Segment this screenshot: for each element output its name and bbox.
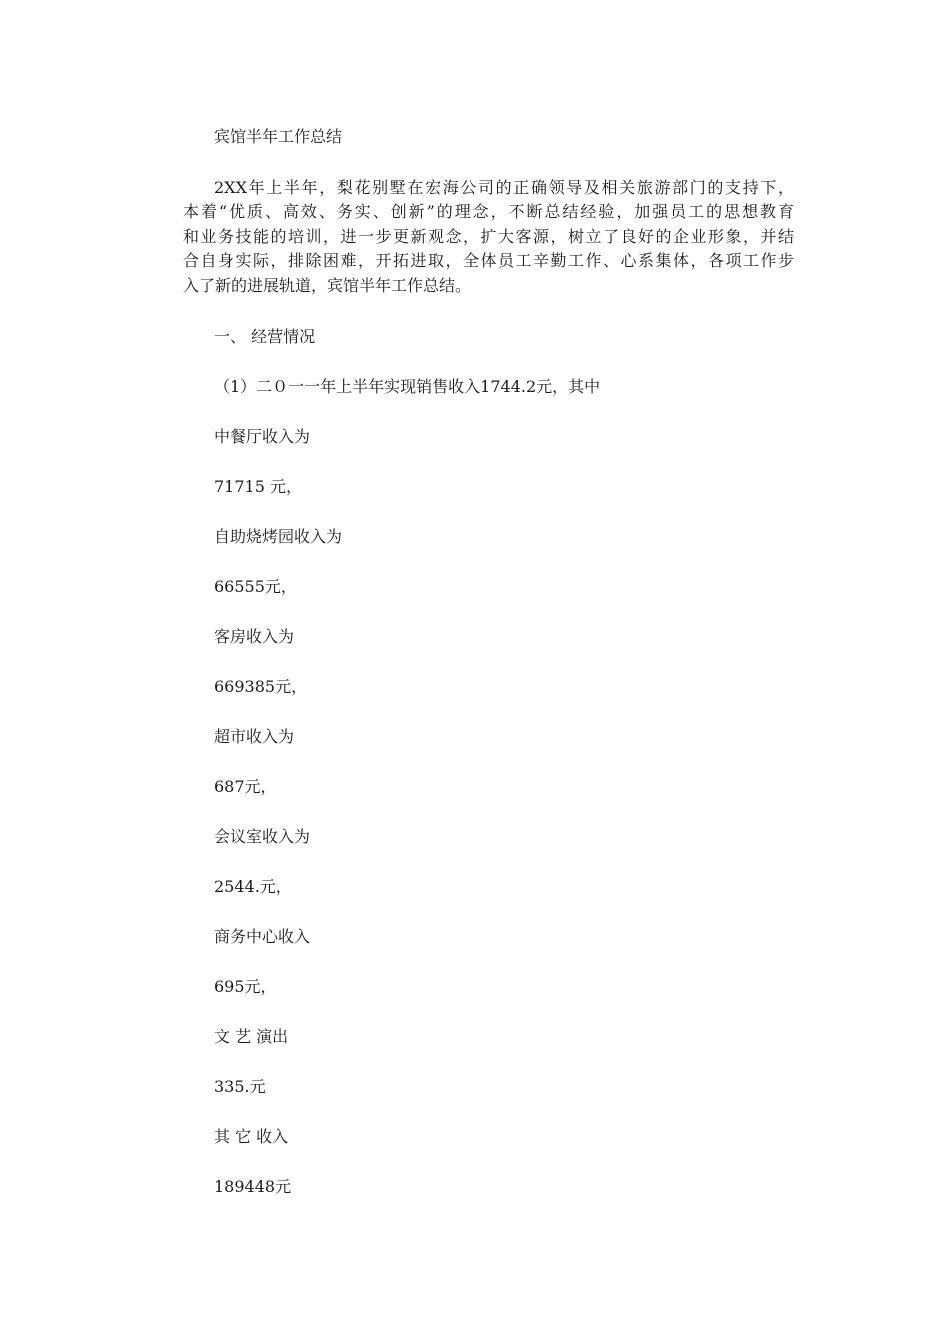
revenue-item: 其 它 收入 xyxy=(214,1127,289,1146)
revenue-item: 66555元， xyxy=(214,577,297,596)
intro-line: 本着“优质、高效、务实、创新”的理念，不断总结经验，加强员工的思想教育 xyxy=(183,202,794,222)
intro-line: 和业务技能的培训，进一步更新观念，扩大客源，树立了良好的企业形象，并结 xyxy=(183,226,794,246)
revenue-intro: （1）二０一一年上半年实现销售收入1744.2元，其中 xyxy=(214,377,601,396)
intro-line: 合自身实际，排除困难，开拓进取，全体员工辛勤工作、心系集体，各项工作步 xyxy=(183,251,794,271)
revenue-item: 687元， xyxy=(214,777,277,796)
revenue-item: 文 艺 演出 xyxy=(214,1027,289,1046)
revenue-item: 669385元， xyxy=(214,677,308,696)
revenue-item: 自助烧烤园收入为 xyxy=(214,527,343,546)
revenue-item: 超市收入为 xyxy=(214,727,295,746)
intro-paragraph xyxy=(183,176,794,298)
revenue-item: 会议室收入为 xyxy=(214,827,311,846)
document-title: 宾馆半年工作总结 xyxy=(214,127,343,146)
revenue-item: 335.元 xyxy=(214,1077,266,1096)
revenue-item: 客房收入为 xyxy=(214,627,295,646)
revenue-item: 商务中心收入 xyxy=(214,927,311,946)
revenue-item: 71715 元， xyxy=(214,477,302,496)
section-heading: 一、 经营情况 xyxy=(214,327,316,346)
revenue-item: 189448元 xyxy=(214,1177,292,1196)
revenue-item: 中餐厅收入为 xyxy=(214,427,311,446)
revenue-item: 2544.元， xyxy=(214,877,292,896)
intro-line: 2XX年上半年，梨花别墅在宏海公司的正确领导及相关旅游部门的支持下， xyxy=(214,178,794,197)
revenue-item: 695元， xyxy=(214,977,277,996)
intro-line: 入了新的进展轨道，宾馆半年工作总结。 xyxy=(183,275,472,295)
